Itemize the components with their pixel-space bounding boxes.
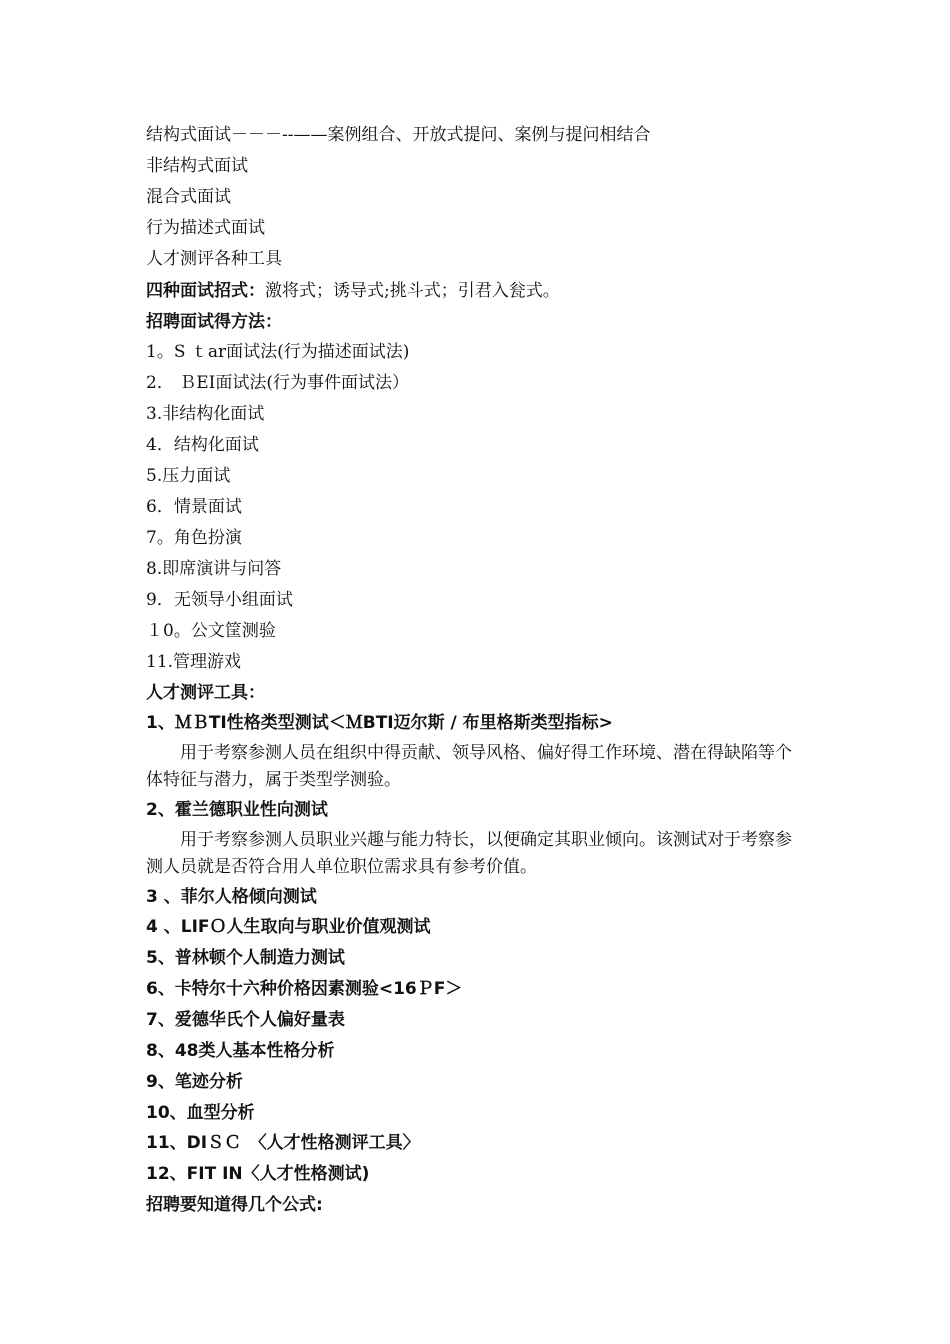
- tool-item: 8、48类人基本性格分析: [146, 1041, 335, 1061]
- tool-item: 10、血型分析: [146, 1103, 255, 1123]
- list-item: 4．结构化面试: [146, 435, 259, 455]
- list-item: 9．无领导小组面试: [146, 590, 293, 610]
- four-methods-line: [146, 280, 560, 302]
- tool-item: 1、ＭＢTI性格类型测试＜ＭBTI迈尔斯 / 布里格斯类型指标>: [146, 713, 613, 733]
- four-methods-text: 激将式；诱导式;挑斗式；引君入瓮式。: [265, 281, 560, 301]
- list-item: 5.压力面试: [146, 466, 231, 486]
- text-line: 人才测评各种工具: [146, 249, 282, 269]
- list-item: 11.管理游戏: [146, 652, 242, 672]
- tool-item: 9、笔迹分析: [146, 1072, 243, 1092]
- tool-item: 4 、LIFＯ人生取向与职业价值观测试: [146, 917, 431, 937]
- list-item: 7。角色扮演: [146, 528, 242, 548]
- text-line: 混合式面试: [146, 187, 231, 207]
- four-methods-heading: 四种面试招式：: [146, 281, 265, 301]
- list-item: １0。公文筐测验: [146, 621, 276, 641]
- interview-methods-heading: 招聘面试得方法：: [146, 312, 282, 332]
- list-item: 2． ＢEI面试法(行为事件面试法）: [146, 373, 409, 393]
- text-line: 结构式面试－－－--——案例组合、开放式提问、案例与提问相结合: [146, 125, 651, 145]
- list-item: 1。S ｔar面试法(行为描述面试法): [146, 342, 410, 362]
- tools-heading: 人才测评工具：: [146, 683, 265, 703]
- list-item: 6．情景面试: [146, 497, 242, 517]
- tool-item: 7、爱德华氏个人偏好量表: [146, 1010, 345, 1030]
- tool-item: 2、霍兰德职业性向测试: [146, 800, 328, 820]
- tool-item: 12、FIT IN〈人才性格测试): [146, 1164, 370, 1184]
- tool-item: 5、普林顿个人制造力测试: [146, 948, 345, 968]
- tool-item: 11、DIＳＣ 〈人才性格测评工具〉: [146, 1133, 420, 1153]
- list-item: 8.即席演讲与问答: [146, 559, 282, 579]
- tool-item: 6、卡特尔十六种价格因素测验<16ＰF＞: [146, 979, 463, 999]
- text-line: 行为描述式面试: [146, 218, 265, 238]
- formulas-heading: 招聘要知道得几个公式:: [146, 1195, 323, 1215]
- list-item: 3.非结构化面试: [146, 404, 265, 424]
- text-line: 非结构式面试: [146, 156, 248, 176]
- tool-description: 用于考察参测人员在组织中得贡献、领导风格、偏好得工作环境、潜在得缺陷等个体特征与潜力，属于类型学测验。: [146, 743, 792, 790]
- tool-item: 3 、菲尔人格倾向测试: [146, 887, 317, 907]
- tool-description: 用于考察参测人员职业兴趣与能力特长，以便确定其职业倾向。该测试对于考察参测人员就是否符合用人单位职位需求具有参考价值。: [146, 830, 792, 877]
